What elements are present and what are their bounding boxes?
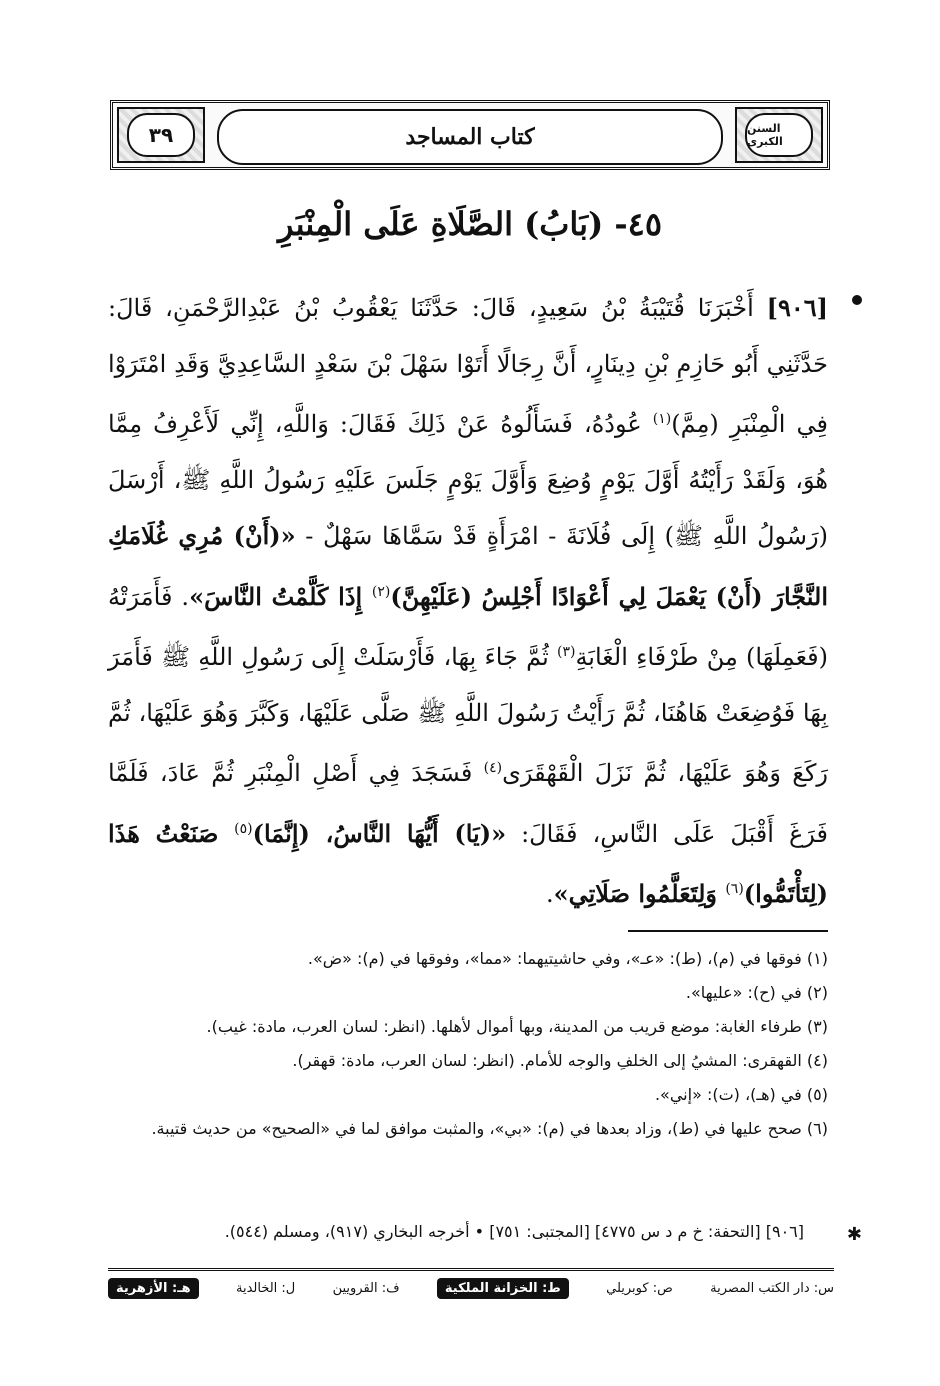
- asterisk-icon: ✱: [846, 1224, 862, 1245]
- legend-item: ص: كوبريلي: [606, 1281, 673, 1296]
- bottom-rule: [108, 1268, 834, 1271]
- footnote-ref-2: (٢): [371, 583, 391, 600]
- hadith-part-3: . فَأَمَرَتْهُ (فَعَمِلَهَا) مِنْ طَرْفَاءِ الْغَابَةِ: [108, 582, 828, 671]
- hadith-number: [٩٠٦]: [766, 293, 828, 322]
- legend-item-highlight: هـ: الأزهرية: [108, 1278, 199, 1299]
- bullet-icon: [852, 295, 862, 305]
- footnote-ref-1: (١): [652, 411, 672, 427]
- footnote-2: (٢) في (ح): «عليها».: [685, 983, 828, 1002]
- logo-ornament: [735, 107, 823, 163]
- logo-text: السنن الكبرى: [745, 113, 813, 157]
- hadith-part-2: عُودُهُ، فَسَأَلُوهُ عَنْ ذَلِكَ فَقَالَ: وَاللَّهِ، إِنِّي لَأَعْرِفُ مِمَّا هُوَ، وَلَقَدْ رَأَيْتُهُ أَوَّلَ يَوْمٍ وُضِعَ وَأَوَّلَ يَوْمٍ جَلَسَ عَلَيْهِ رَسُولُ اللَّهِ ﷺ، أَرْسَلَ (رَسُولُ اللَّهِ ﷺ) إِلَى فُلَانَةَ - امْرَأَةٍ قَدْ سَمَّاهَا سَهْلٌ -: [108, 410, 828, 550]
- page-number-ornament: [117, 107, 205, 163]
- chapter-title: ٤٥- (بَابُ) الصَّلَاةِ عَلَى الْمِنْبَرِ: [278, 205, 662, 243]
- hadith-quote-5: وَلِتَعَلَّمُوا صَلَاتِي»: [553, 879, 726, 908]
- footnote-ref-4: (٤): [483, 760, 503, 776]
- hadith-quote-3: «(يَا) أَيُّهَا النَّاسُ، (إِنَّمَا): [252, 818, 507, 848]
- book-title: كتاب المساجد: [217, 109, 723, 165]
- manuscript-legend: [108, 1278, 834, 1299]
- footnote-3: (٣) طرفاء الغابة: موضع قريب من المدينة، وبها أموال لأهلها. (انظر: لسان العرب، مادة: غيب).: [206, 1017, 828, 1036]
- hadith-quote-4: صَنَعْتُ هَذَا (لِتَأْتَمُّوا): [108, 818, 828, 908]
- legend-item: ل: الخالدية: [235, 1281, 296, 1296]
- footnote-6: (٦) صحح عليها في (ط)، وزاد بعدها في (م): «بي»، والمثبت موافق لما في «الصحيح» من حديث قتيبة.: [151, 1119, 828, 1138]
- footnote-ref-6: (٦): [725, 881, 744, 897]
- footnote-1: (١) فوقها في (م)، (ط): «عـ»، وفي حاشيتيهما: «مما»، وفوقها في (م): «ض».: [307, 949, 828, 968]
- footnote-ref-3: (٣): [556, 644, 576, 660]
- hadith-text: [108, 280, 828, 923]
- legend-item: س: دار الكتب المصرية: [710, 1281, 834, 1296]
- takhrij-line: [٩٠٦] [التحفة: خ م د س ٤٧٧٥] [المجتبى: ٧٥١] • أخرجه البخاري (٩١٧)، ومسلم (٥٤٤).: [224, 1222, 804, 1241]
- page-number: ٣٩: [127, 113, 195, 157]
- hadith-part-1: أَخْبَرَنَا قُتَيْبَةُ بْنُ سَعِيدٍ، قَالَ: حَدَّثَنَا يَعْقُوبُ بْنُ عَبْدِالرَّحْمَنِ، قَالَ: حَدَّثَنِي أَبُو حَازِمِ بْنِ دِينَارٍ، أَنَّ رِجَالًا أَتَوْا سَهْلَ بْنَ سَعْدٍ السَّاعِدِيَّ وَقَدِ امْتَرَوْا فِي الْمِنْبَرِ (مِمَّ): [108, 294, 828, 438]
- hadith-quote-2: إِذَا كَلَّمْتُ النَّاسَ»: [189, 581, 372, 611]
- legend-item-highlight: ط: الخزانة الملكية: [437, 1278, 569, 1299]
- page-header: [110, 100, 830, 170]
- hadith-end: .: [545, 880, 554, 908]
- hadith-part-4: ثُمَّ جَاءَ بِهَا، فَأَرْسَلَتْ إِلَى رَسُولِ اللَّهِ ﷺ فَأَمَرَ بِهَا فَوُضِعَتْ هَاهُنَا، ثُمَّ رَأَيْتُ رَسُولَ اللَّهِ ﷺ صَلَّى عَلَيْهَا، وَكَبَّرَ وَهُوَ عَلَيْهَا، ثُمَّ رَكَعَ وَهُوَ عَلَيْهَا، ثُمَّ نَزَلَ الْقَهْقَرَى: [108, 643, 828, 787]
- hadith-part-5: فَسَجَدَ فِي أَصْلِ الْمِنْبَرِ ثُمَّ عَادَ، فَلَمَّا فَرَغَ أَقْبَلَ عَلَى النَّاسِ، فَقَالَ:: [108, 759, 828, 848]
- footnote-ref-5: (٥): [234, 820, 253, 837]
- footnotes: [108, 942, 828, 1146]
- hadith-quote-1: «(أَنْ) مُرِي غُلَامَكِ النَّجَّارَ (أَنْ) يَعْمَلَ لِي أَعْوَادًا أَجْلِسُ (عَلَيْهِنَّ): [108, 521, 829, 611]
- footnote-separator: [628, 930, 828, 932]
- footnote-5: (٥) في (هـ)، (ت): «إني».: [654, 1085, 828, 1104]
- footnote-4: (٤) القهقرى: المشيُ إلى الخلفِ والوجه للأمام. (انظر: لسان العرب، مادة: قهقر).: [292, 1051, 828, 1070]
- legend-item: ف: القرويين: [332, 1281, 400, 1296]
